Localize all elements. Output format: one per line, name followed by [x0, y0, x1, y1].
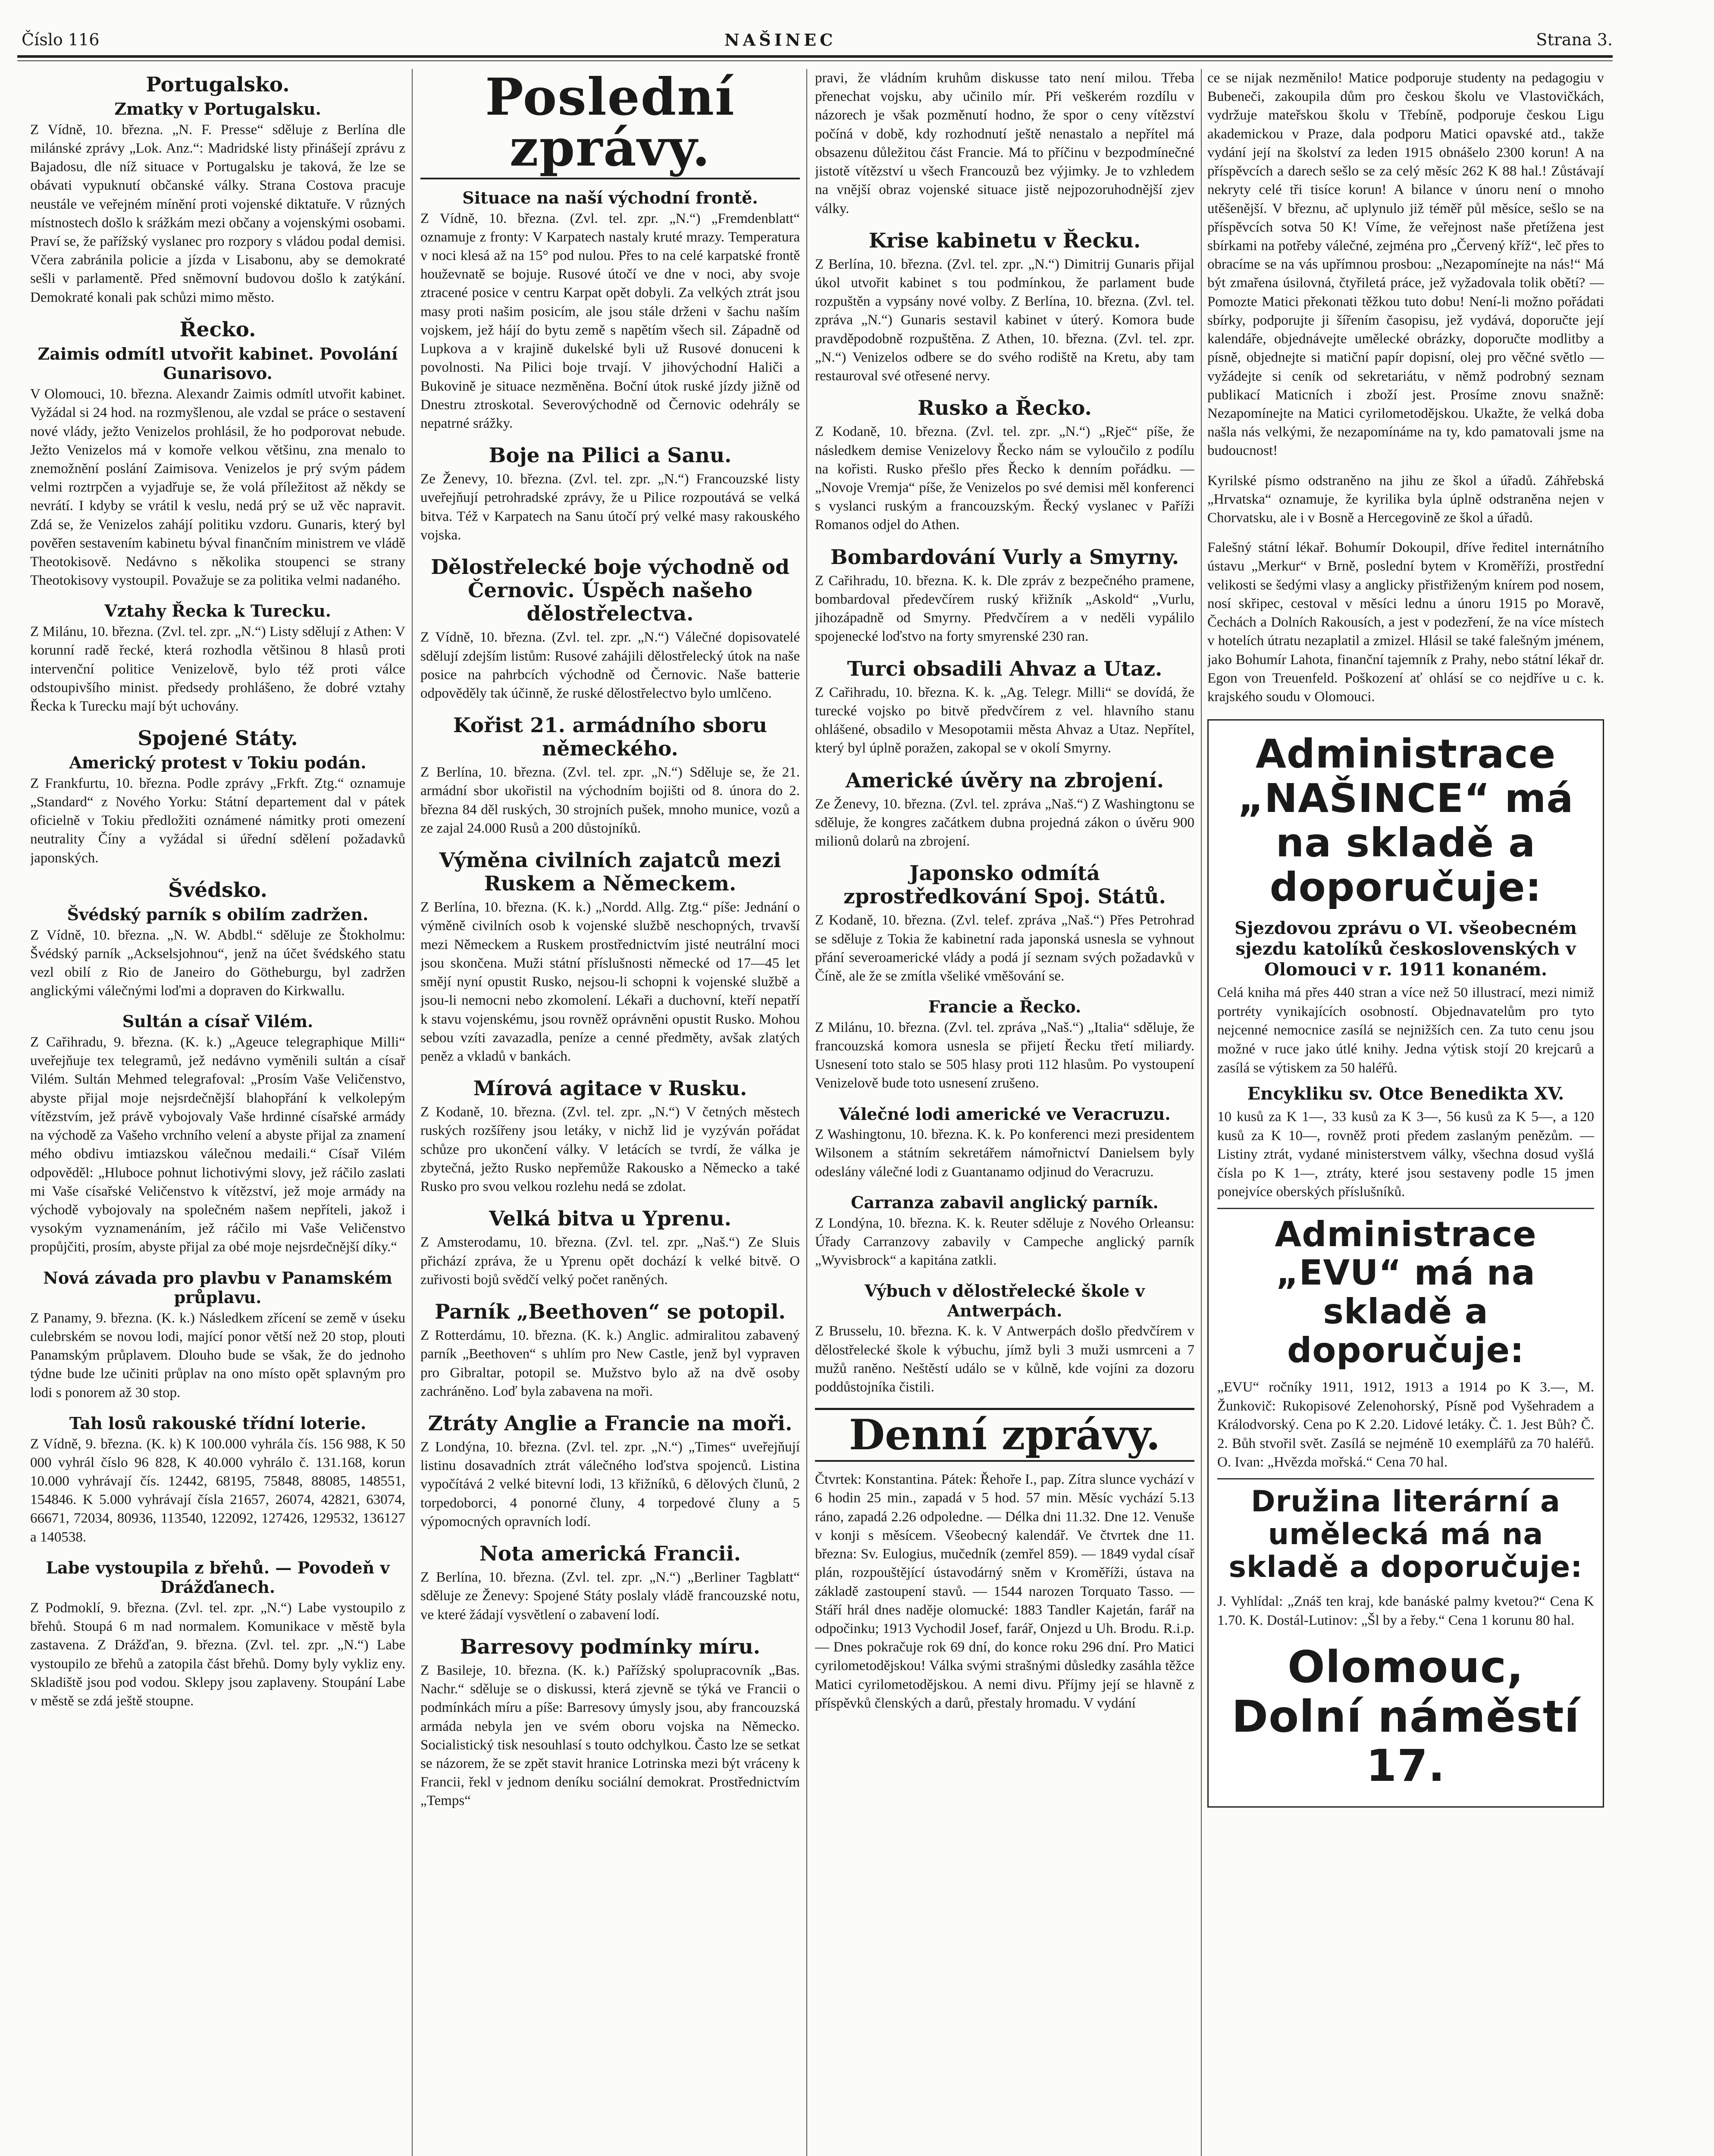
- article-body: Falešný státní lékař. Bohumír Dokoupil, dříve ředitel internátního ústavu „Merkur“ v Brně, poslední bytem v Kroměříži, prostřední velikosti se šedými vlasy a anglicky přistřiženým knírem pod nosem, nosí skřipec, cestoval v měsíci lednu a únoru 1915 po Moravě, Čechách a Dolních Rakousích, a jest v podezření, že na více místech v hotelích útratu nezaplatil a zmizel. Hlásil se také falešným jménem, jako Bohumír Lahota, finanční tajemník z Prahy, nebo státní lékař dr. Egon von Treuenfeld. Poškození ať ohlásí se co nejdříve u c. k. krajského soudu v Olomouci.: [1207, 540, 1604, 705]
- article-body: Z Kodaně, 10. března. (Zvl. telef. zpráva „Naš.“) Přes Petrohrad se sděluje z Tokia že kabinetní rada japonská usnesla se vyhnout přání severoamerické vlády a podá jí seznam svých požadavků v Číně, ale že se zmítla všeliké vměšování se.: [815, 912, 1194, 984]
- article-body: Z Milánu, 10. března. (Zvl. tel. zpr. „N.“) Listy sdělují z Athen: V korunní radě řecké, která rozhodla většinou 8 hlasů proti intervenční politice Venizelově, bylo též proti válce odstoupivšího minist. předsedy prohlášeno, že dobré vztahy Řecka k Turecku mají být uchovány.: [30, 624, 405, 714]
- article-subtitle: Labe vystoupila z břehů. — Povodeň v Drážďanech.: [46, 1557, 390, 1597]
- article: [815, 997, 1194, 1093]
- ad-druzina-body: J. Vyhlídal: „Znáš ten kraj, kde banáské palmy kvetou?“ Cena K 1.70. K. Dostál-Lutinov: „Šl by a řeby.“ Cena 1 korunu 80 hal.: [1217, 1594, 1594, 1628]
- article-subtitle: Carranza zabavil anglický parník.: [851, 1192, 1159, 1212]
- article-body: Z Milánu, 10. března. (Zvl. tel. zpráva „Naš.“) „Italia“ sděluje, že francouzská komora usnesla se přijetí Řecku třetí miliardy. Usnesení toto stalo se 505 hlasy proti 112 hlasům. Po vystoupení Venizelově bude toto usnesení zrušeno.: [815, 1019, 1194, 1091]
- article: [420, 1077, 800, 1196]
- article: [815, 862, 1194, 986]
- article-subtitle: Situace na naší východní frontě.: [462, 188, 758, 207]
- article-title: Poslední zprávy.: [420, 72, 800, 179]
- article-body: Z Vídně, 10. března. „N. F. Presse“ sděluje z Berlína dle milánské zprávy „Lok. Anz.“: Madridské listy přinášejí zprávu z Bajadosu, dle níž situace v Portugalsku je taková, že lze se obávati vypuknutí občanské války. Strana Costova pracuje neustále ve veřejném mínění proti vojenské diktatuře. V různých místnostech došlo k srážkám mezi občany a vojenskými osobami. Praví se, že pařížský vyslanec pro rozpory s vládou podal demisi. Včera zabránila policie a jízda v Lisabonu, aby se demokraté sešli v parlamentě. Před sněmovní budovou došlo k zatýkání. Demokraté konali pak schůzi mimo město.: [30, 122, 405, 305]
- article-subtitle: Francie a Řecko.: [928, 997, 1081, 1017]
- article-title: Spojené Státy.: [138, 727, 298, 751]
- article-body: Z Frankfurtu, 10. března. Podle zprávy „Frkft. Ztg.“ oznamuje „Standard“ z Nového Yorku: Státní departement dal v pátek oficielně v Tokiu předložiti oznámené námitky proti omezení neutrality Číny a vyžádal si úřední sdělení požadavků japonských.: [30, 775, 405, 866]
- article-subtitle: Americký protest v Tokiu podán.: [69, 753, 367, 773]
- ad-evu-body: „EVU“ ročníky 1911, 1912, 1913 a 1914 po K 3.—, M. Žunkovič: Rukopisové Zelenohorský, Písně pod Vyšehradem a Králodvorský. Cena po K 2.20. Lidové letáky. Č. 1. Jest Bůh? Č. 2. Bůh stvořil svět. Zasílá se nejméně 10 exemplářů za 70 haléřů. O. Ivan: „Hvězda mořská.“ Cena 70 hal.: [1217, 1379, 1594, 1470]
- article-subtitle: Sultán a císař Vilém.: [122, 1012, 313, 1031]
- article: [815, 69, 1194, 218]
- ad-nasinec-title: Administrace „NAŠINCE“ má na skladě a doporučuje:: [1238, 731, 1574, 911]
- header-rule: [17, 55, 1613, 58]
- article-body: Z Berlína, 10. března. (K. k.) „Nordd. Allg. Ztg.“ píše: Jednání o výměně civilních osob k vojenské službě neschopných, trvavší mezi Německem a Ruskem prostřednictvím jisté neutrální moci jsou skončena. Muži státní příslušnosti německé od 17—45 let smějí nyní opustit Rusko, nejsou-li schopni k vojenské službě a jsou-li nemocni nebo zkomolení. Lékaři a duchovní, kteří nepatří k stavu vojenskému, jsou rovněž oprávněni opustit Rusko. Mohou sebou vzíti zavazadla, peníze a cenné předměty, avšak zlatých peněz a vkladů v bankách.: [420, 899, 800, 1064]
- page-number: Strana 3.: [1536, 30, 1613, 49]
- article-title: Denní zprávy.: [815, 1408, 1194, 1462]
- ad-nasinec-item1-heading: Sjezdovou zprávu o VI. všeobecném sjezdu katolíků československých v Olomouci v r. 1911 konaném.: [1235, 918, 1577, 980]
- article: [420, 1300, 800, 1401]
- article-title: Bombardování Vurly a Smyrny.: [830, 545, 1179, 569]
- ad-address: Olomouc, Dolní náměstí 17.: [1231, 1642, 1580, 1792]
- column-divider: [806, 69, 807, 2156]
- article: [815, 769, 1194, 851]
- article: [815, 1408, 1194, 1713]
- article-body: Z Amsterodamu, 10. března. (Zvl. tel. zpr. „Naš.“) Ze Sluis přichází zpráva, že u Yprenu opět dochází k velké bitvě. O zuřivosti bojů svědčí velký počet raněných.: [420, 1235, 800, 1288]
- article-title: Parník „Beethoven“ se potopil.: [435, 1300, 786, 1324]
- article: [30, 1558, 405, 1711]
- article-title: Turci obsadili Ahvaz a Utaz.: [847, 657, 1163, 681]
- ad-nasinec: [1207, 719, 1604, 1808]
- article-body: Ze Ženevy, 10. března. (Zvl. tel. zpráva „Naš.“) Z Washingtonu se sděluje, že kongres začátkem dubna projedná zákon o úvěru 900 milionů dolarů na zbrojení.: [815, 796, 1194, 849]
- article: [1207, 472, 1604, 528]
- ad-druzina-title: Družina literární a umělecká má na skladě a doporučuje:: [1228, 1484, 1583, 1585]
- column-4: [1207, 69, 1604, 2156]
- article-body: Z Cařihradu, 10. března. K. k. „Ag. Telegr. Milli“ se dovídá, že turecké vojsko po bitvě předvčírem z vel. hlavního stanu ohlášené, obsadilo v Mesopotamii města Ahvaz a Utaz. Nepřítel, který byl úplně poražen, zakopal se v okolí Smyrny.: [815, 684, 1194, 756]
- article-body: Z Panamy, 9. března. (K. k.) Následkem zřícení se země v úseku culebrském se novou lodi, mající ponor větší než 20 stop, plouti Panamským průplavem. Dlouho bude se však, že do jednoho týdne bude lze učiniti průplav na ono místo opět splavným pro lodi s ponorem až 30 stop.: [30, 1310, 405, 1401]
- article: [30, 601, 405, 716]
- article-body: Z Cařihradu, 10. března. K. k. Dle zpráv z bezpečného pramene, bombardoval předevčírem ruský křižník „Askold“ „Vurlu, jihozápadně od Smyrny. Předvčírem a v neděli vypálilo spojenecké loďstvo na forty smyrenské 230 ran.: [815, 573, 1194, 645]
- article: [30, 1413, 405, 1547]
- article-subtitle: Nová závada pro plavbu v Panamském průplavu.: [43, 1268, 392, 1307]
- article-body: Z Brusselu, 10. března. K. k. V Antwerpách došlo předvčírem v dělostřelecké škole k výbuchu, jímž byli 3 muži usmrceni a 7 mužů raněno. Neštěstí událo se v kůlně, kde vojíni za dozoru poddůstojníka čistili.: [815, 1323, 1194, 1395]
- article: [420, 1412, 800, 1531]
- article-title: Boje na Pilici a Sanu.: [489, 444, 732, 468]
- article-title: Barresovy podmínky míru.: [460, 1635, 761, 1659]
- article-body: Z Cařihradu, 9. března. (K. k.) „Ageuce telegraphique Milli“ uveřejňuje tex telegramů, jež nedávno vyměnili sultán a císař Vilém. Sultán Mehmed telegrafoval: „Prosím Vaše Veličenstvo, abyste přijal moje nejsrdečnější blahopřání k velkolepým vítězstvím, jež právě vybojovaly Vaše hrdinné císařské armády na východě za Vašeho vrchního velení a abyste přijal za znamení mého obdivu imtiazskou válečnou medaili.“ Císař Vilém odpověděl: „Hluboce pohnut lichotivými slovy, jež ráčilo zaslati mi Vaše císařské Veličenstvo k vítězství, jež moje armády na východě vybojovaly na společném našem nepříteli, jakož i vysokým vyznamenáním, jež ráčilo mi Vaše Veličenstvo propůjčiti, prosím, abyste přijal za obé moje nejsrdečnější díky.“: [30, 1034, 405, 1255]
- article: [420, 556, 800, 703]
- ad-nasinec-item2-body: 10 kusů za K 1—, 33 kusů za K 3—, 56 kusů za K 5—, a 120 kusů za K 10—, rovněž proti předem zaslaným penězům. — Listiny ztrát, vydané ministerstvem války, všechna dosud vyšlá čísla po K 1—, ztráty, které jsou sestaveny podle 15 jmen ponejvíce oberských příslušníků.: [1217, 1109, 1594, 1200]
- article: [420, 849, 800, 1066]
- article-title: Rusko a Řecko.: [918, 396, 1092, 420]
- article-title: Dělostřelecké boje východně od Černovic. Úspěch našeho dělostřelectva.: [431, 555, 790, 626]
- column-3: [815, 69, 1194, 2156]
- article-subtitle: Zmatky v Portugalsku.: [114, 99, 321, 119]
- article: [420, 714, 800, 838]
- article: [1207, 69, 1604, 461]
- article: [30, 318, 405, 590]
- article: [815, 1281, 1194, 1397]
- article-body: Z Berlína, 10. března. (Zvl. tel. zpr. „N.“) Sděluje se, že 21. armádní sbor ukořistil na východním bojišti od 8. února do 2. března 84 děl ruských, 30 strojních pušek, mnoho munice, vozů a ze zajal 24.000 Rusů a 200 důstojníků.: [420, 765, 800, 836]
- article: [30, 727, 405, 868]
- article: [815, 229, 1194, 386]
- article: [1207, 539, 1604, 706]
- article-body: Z Vídně, 9. března. (K. k) K 100.000 vyhrála čís. 156 988, K 50 000 vyhrál číslo 96 828, K 40.000 vyhrálo č. 131.168, korun 10.000 vyhrávají čís. 12442, 68195, 75848, 88085, 148551, 154846. K 5.000 vyhrávají čísla 21657, 26074, 42821, 63074, 66671, 72034, 80936, 113540, 122092, 127426, 129532, 136127 a 140538.: [30, 1436, 405, 1545]
- article-title: Řecko.: [179, 317, 256, 342]
- article-body: Z Londýna, 10. března. (Zvl. tel. zpr. „N.“) „Times“ uveřejňují listinu dosavadních ztrát válečného loďstva spojenců. Listina vypočítává 2 velké bitevní lodi, 13 křižníků, 6 dělových člunů, 2 torpedoborci, 4 ponorné čluny, 4 torpedové čluny a 5 výpomocných opravních lodí.: [420, 1439, 800, 1529]
- column-2: [420, 69, 800, 2156]
- article-body: Z Washingtonu, 10. března. K. k. Po konferenci mezi presidentem Wilsonem a státním sekretářem námořnictví Danielsem byly odeslány válečné lodi z Guantanamo odjinud do Veracruzu.: [815, 1127, 1194, 1180]
- article-body: Z Vídně, 10. března. (Zvl. tel. zpr. „N.“) „Fremdenblatt“ oznamuje z fronty: V Karpatech nastaly kruté mrazy. Temperatura v noci klesá až na 15° pod nulou. Přes to na celé karpatské frontě houževnatě se bojuje. Rusové útočí ve dne v noci, aby svoje ztracené posice v centru Karpat opět dobyli. Za velkých ztrát jsou masy proti našim posicím, ale jsou stále drženi v šachu naším vojskem, jež hájí do bytu země s napětím všech sil. Západně od Lupkova a v krajině dukelské byli už Rusové donuceni k povolnosti. Na Pilici boje trvají. V jihovýchodní Haliči a Bukovině je situace nezměněna. Boční útok ruské jízdy jižně od Dnestru ztroskotal. Severovýchodně od Černovic odehrály se nepatrné srážky.: [420, 210, 800, 431]
- article: [420, 69, 800, 433]
- article: [420, 1542, 800, 1624]
- article-title: Japonsko odmítá zprostředkování Spoj. Států.: [843, 862, 1166, 909]
- ad-nasinec-item2-heading: Encykliku sv. Otce Benedikta XV.: [1247, 1084, 1564, 1104]
- article: [420, 1207, 800, 1289]
- column-4-articles: [1207, 69, 1604, 706]
- article-title: Švédsko.: [168, 878, 267, 902]
- article-body: Z Vídně, 10. března. „N. W. Abdbl.“ sděluje ze Štokholmu: Švédský parník „Ackselsjohnou“, jenž na účet švédského statu vezl obilí z Rio de Janeiro do Götheburgu, byl zadržen anglickými válečnými loďmi a dopraven do Kirkwallu.: [30, 927, 405, 999]
- article: [815, 546, 1194, 646]
- article-subtitle: Švédský parník s obilím zadržen.: [67, 904, 369, 924]
- column-1: [30, 69, 405, 2156]
- header-rule-thin: [17, 60, 1613, 61]
- article: [815, 1104, 1194, 1181]
- article-subtitle: Výbuch v dělostřelecké škole v Antwerpách.: [865, 1281, 1145, 1320]
- article: [30, 73, 405, 307]
- article-body: pravi, že vládním kruhům diskusse tato není milou. Třeba přenechat vojsku, aby učinilo mír. Při veškerém rozdílu v názorech je však pozměnutí hodno, že spor o ceny vítězství počíná v době, kdy rozhodnutí ještě nenastalo a nepřítel má obsazenu důležitou část Francie. Má to příčinu v bezpodmínečné jistotě vítězství u všech Francouzů bez výjimky. Je to vzhledem na vnější obraz vojenské situace jistě nejpozoruhodnější zjev války.: [815, 70, 1194, 216]
- article-body: Z Kodaně, 10. března. (Zvl. tel. zpr. „N.“) „Rječ“ píše, že následkem demise Venizelovy Řecko nám se vyloučilo z podílu na kořisti. Rusko přešlo přes Řecko k denním pořádku. — „Novoje Vremja“ píše, že Venizelos po své demisi měl konferenci s vyslanci ruským a francouzským. Řecký vyslanec v Paříži Romanos odjel do Athen.: [815, 424, 1194, 533]
- article-subtitle: Zaimis odmítl utvořit kabinet. Povolání Gunarisovo.: [38, 344, 398, 383]
- article-body: Z Londýna, 10. března. K. k. Reuter sděluje z Nového Orleansu: Úřady Carranzovy zabavily v Campeche anglický parník „Wyvisbrock“ a kapitána zatkli.: [815, 1215, 1194, 1268]
- article: [420, 444, 800, 545]
- article-body: Kyrilské písmo odstraněno na jihu ze škol a úřadů. Záhřebská „Hrvatska“ oznamuje, že kyrilika byla úplně odstraněna nejen v Chorvatsku, ale i v Bosně a Hercegovině ze škol a úřadů.: [1207, 473, 1604, 526]
- article-body: Z Vídně, 10. března. (Zvl. tel. zpr. „N.“) Válečné dopisovatelé sdělují zdejším listům: Rusové zahájili dělostřelecký útok na naše posice na pahrbcích východně od Černovic. Naše batterie odpověděly tak účinně, že ruské dělostřelectvo bylo umlčeno.: [420, 630, 800, 701]
- ad-evu-title: Administrace „EVU“ má na skladě a doporučuje:: [1275, 1214, 1537, 1370]
- article-body: Ze Ženevy, 10. března. (Zvl. tel. zpr. „N.“) Francouzské listy uveřejňují petrohradské zprávy, že u Pilice rozpoutává se velká bitva. Též v Karpatech na Sanu útočí prý velké masy rakouského vojska.: [420, 471, 800, 543]
- article: [420, 1636, 800, 1811]
- article-title: Nota americká Francii.: [479, 1542, 741, 1566]
- ad-nasinec-item1-body: Celá kniha má přes 440 stran a více než 50 illustrací, mezi nimiž portréty vynikajících osobností. Objednavatelům pro tyto nejcenné nemocnice zasílá se nejnižších cen. Za tuto cenu jsou možné v ruce jako útlé knihy. Jedna výtisk stojí 20 krejcarů a zasílá se výtiskem za 50 haléřů.: [1217, 985, 1594, 1076]
- article: [815, 397, 1194, 534]
- article-body: Z Kodaně, 10. března. (Zvl. tel. zpr. „N.“) V četných městech ruských rozšířeny jsou letáky, v nichž lid je vyzýván pořádat schůze pro ukončení války. V letácích se tvrdí, že válka je zbytečná, ježto Rusko nepřemůže Rakousko a Německo a také Rusko pro svou velkou rozlehu nedá se zdolat.: [420, 1104, 800, 1195]
- page-header: [17, 30, 1613, 56]
- article-body: Z Rotterdámu, 10. března. (K. k.) Anglic. admiralitou zabavený parník „Beethoven“ s uhlím pro New Castle, jenž byl vypraven pro Gibraltar, potopil se. Mužstvo bylo až na dvě osoby zachráněno. Loď byla zabavena na moři.: [420, 1328, 800, 1399]
- article-title: Výměna civilních zajatců mezi Ruskem a Německem.: [439, 849, 781, 896]
- column-divider: [1201, 69, 1202, 2156]
- column-divider: [412, 69, 413, 2156]
- article-body: V Olomouci, 10. března. Alexandr Zaimis odmítl utvořit kabinet. Vyžádal si 24 hod. na rozmyšlenou, ale vzdal se práce o sestavení nové vlády, ježto Venizelos prohlásil, že ho podporovat nebude. Ježto Venizelos má v komoře velkou většinu, zna menalo to znemožnění poslání Zaimisova. Venizelos je prý svým pádem velmi roztrpčen a vyjadřuje se, že volá příležitost až někdy se nevrátí. I kdyby se vrátil k veslu, nedá prý se už věc napravit. Zdá se, že Venizelos zahájí politiku vzdoru. Gunaris, který byl pověřen sestavením kabinetu býval finančním ministrem ve vládě Theotokisově. Nedávno s několika stoupenci se strany Theotokisovy vystoupil. Považuje se za politika velmi nadaného.: [30, 386, 405, 589]
- article-title: Portugalsko.: [146, 73, 290, 97]
- article-body: Čtvrtek: Konstantina. Pátek: Řehoře I., pap. Zítra slunce vychází v 6 hodin 25 min., zapadá v 5 hod. 57 min. Měsíc vychází 5.13 ráno, zapadá 2.26 odpoledne. — Délka dni 11.32. Dne 12. Venuše v konji s měsícem. Všeobecný kalendář. Ve čtvrtek dne 11. března: Sv. Eulogius, mučedník (zemřel 859). — 1849 vydal císař plán, rozpouštějící ústavodárný sněm v Kroměříži, ústava na základě zastoupení stavů. — 1544 narozen Torquato Tasso. — Stáří hrál dnes naděje olomucké: 1883 Tandler Kajetán, farář na odpočinku; 1913 Vychodil Josef, farář, Onjezd u Uh. Brodu. R.i.p. — Dnes pokračuje rok 69 dní, do konce roku 296 dní. Pro Matici cyrilometodějskou! Válka svými strašnými důsledky zasáhla těžce Matici cyrilometodějskou. A nemi divu. Příjmy její se hlavně z příspěvků členských a darů, přestaly hromadu. V vydání: [815, 1472, 1194, 1711]
- article: [30, 879, 405, 1001]
- article: [30, 1268, 405, 1402]
- article-title: Krise kabinetu v Řecku.: [868, 229, 1141, 253]
- article-body: Z Berlína, 10. března. (Zvl. tel. zpr. „N.“) „Berliner Tagblatt“ sděluje ze Ženevy: Spojené Státy poslaly vládě francouzské notu, ve které žádají vysvětlení o zabavení lodí.: [420, 1570, 800, 1623]
- article-body: Z Basileje, 10. března. (K. k.) Pařížský spolupracovník „Bas. Nachr.“ sděluje se o diskussi, která zjevně se týká ve Francii o podmínkách míru a píše: Barresovy úmysly jsou, aby francouzská armáda nebyla jen ve svém oboru vojska na Německo. Socialistický tisk nesouhlasí s touto odchylkou. Často lze se setkat se názorem, že se zpět stavit hranice Lotrinska mezi být vráceny k Francii, řekl v jednom deníku sociální demokrat. Prostřednictvím „Temps“: [420, 1662, 800, 1809]
- article-subtitle: Válečné lodi americké ve Veracruzu.: [839, 1104, 1171, 1124]
- ad-divider: [1217, 1478, 1594, 1479]
- article-title: Ztráty Anglie a Francie na moři.: [428, 1411, 793, 1435]
- ad-divider: [1217, 1208, 1594, 1209]
- article-title: Kořist 21. armádního sboru německého.: [453, 714, 768, 761]
- article-subtitle: Tah losů rakouské třídní loterie.: [69, 1413, 367, 1433]
- issue-number: Číslo 116: [22, 30, 100, 49]
- article-title: Velká bitva u Yprenu.: [489, 1207, 732, 1231]
- article-title: Americké úvěry na zbrojení.: [846, 768, 1164, 793]
- article: [815, 1193, 1194, 1270]
- article-body: Z Berlína, 10. března. (Zvl. tel. zpr. „N.“) Dimitrij Gunaris přijal úkol utvořit kabinet s tou podmínkou, že parlament bude rozpuštěn a vypsány nové volby. Z Berlína, 10. března. (Zvl. tel. zpráva „N.“) Gunaris sestavil kabinet v úterý. Komora bude pravděpodobně rozpuštěna. Z Athen, 10. března. (Zvl. tel. zpr. „N.“) Venizelos odbere se do svého rodiště na Kretu, aby tam restauroval své otřesené nervy.: [815, 256, 1194, 384]
- article-subtitle: Vztahy Řecka k Turecku.: [104, 601, 331, 621]
- article: [30, 1012, 405, 1257]
- masthead: NAŠINEC: [724, 30, 837, 50]
- article-title: Mírová agitace v Rusku.: [473, 1077, 747, 1101]
- article-body: ce se nijak nezměnilo! Matice podporuje studenty na pedagogiu v Bubeneči, zakoupila dům pro českou školu ve Vlastovičkách, vydržuje mateřskou školu v Třebíně, podporuje českou Ligu akademickou v Praze, dala podporu Matici opavské atd., takže vydání její na školství za leden 1915 obnášelo 2300 korun! A na příspěvcích a darech sešlo se za celý měsíc 262 K 88 hal.! Zůstávají nekryty celé tři tisíce korun! A bilance v únoru není o mnoho utěšenější. V březnu, ač uplynulo již téměř půl měsíce, sešlo se na příspěvcích sotva 50 K! Víme, že veřejnost naše přetížena jest sbírkami na potřeby válečné, zejména pro „Červený kříž“, leč přes to obracíme se na vás upřímnou prosbou: „Nezapomínejte na nás!“ Má být zmařena úsilovná, čtyřiletá práce, jež vyžadovala tolik obětí? — Pomozte Matici překonati těžkou tuto dobu! Není-li možno pořádati sbírky, podporujte ji šířením časopisu, jež vydává, doporučte její kalendáře, objednávejte umělecké obrázky, doporučte modlitby a písně, objednejte si matiční papír dopisní, olej pro věčné světlo — vyžádejte si ceník od sekretariátu, v němž podrobný seznam publikací Maticních i zboží jest. Prosíme znovu snažně: Nezapomínejte na Matici cyrilometodějskou. Ukažte, že velká doba našla nás velkými, že nezapomínáme na ty, kdo pamatovali jsme na budoucnost!: [1207, 70, 1604, 459]
- article: [815, 658, 1194, 758]
- article-body: Z Podmoklí, 9. března. (Zvl. tel. zpr. „N.“) Labe vystoupilo z břehů. Stoupá 6 m nad normalem. Komunikace v městě byla zastavena. Z Drážďan, 9. března. (Zvl. tel. zpr. „N.“) Labe vystoupilo ze břehů a zatopila část břehů. Domy byly vykliz eny. Skladiště jsou pod vodou. Sklepy jsou zaplaveny. Stoupání Labe v městě se zdá ještě stoupne.: [30, 1600, 405, 1709]
